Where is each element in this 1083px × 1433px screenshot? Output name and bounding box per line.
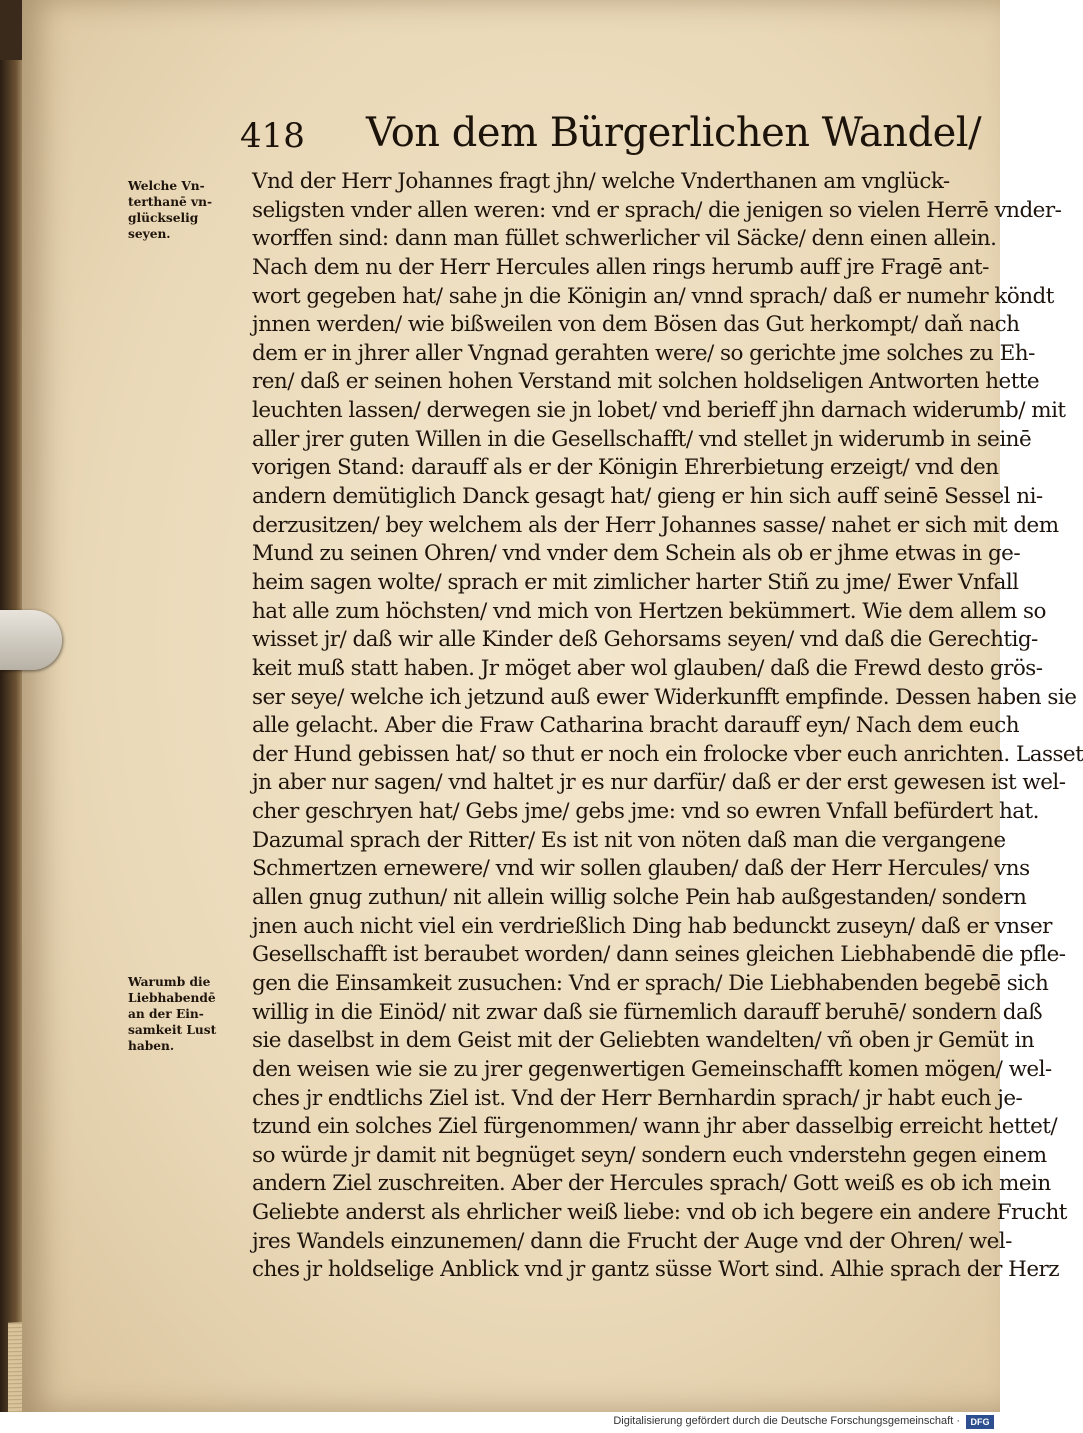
text-line: andern demütiglich Danck gesagt hat/ gieng er hin sich auff seinē Sessel ni- xyxy=(252,484,1043,510)
text-line: andern Ziel zuschreiten. Aber der Hercules sprach/ Gott weiß es ob ich mein xyxy=(252,1171,1051,1197)
margin-note-line: Warumb die xyxy=(128,975,211,989)
running-title: Von dem Bürgerlichen Wandel/ xyxy=(366,110,982,156)
text-line: hat alle zum höchsten/ vnd mich von Hertzen bekümmert. Wie dem allem so xyxy=(252,598,1046,624)
text-line: alle gelacht. Aber die Fraw Catharina bracht darauff eyn/ Nach dem euch xyxy=(252,713,1020,739)
text-line: Geliebte anderst als ehrlicher weiß liebe: vnd ob ich begere ein andere Frucht xyxy=(252,1200,1067,1226)
text-line: wisset jr/ daß wir alle Kinder deß Gehorsams seyen/ vnd daß die Gerechtig- xyxy=(252,627,1038,653)
text-line: so würde jr damit nit begnüget seyn/ sondern euch vnderstehn gegen einem xyxy=(252,1142,1047,1168)
text-line: Schmertzen ernewere/ vnd wir sollen glauben/ daß der Herr Hercules/ vns xyxy=(252,856,1030,882)
text-line: derzusitzen/ bey welchem als der Herr Johannes sasse/ nahet er sich mit dem xyxy=(252,512,1059,538)
text-line: heim sagen wolte/ sprach er mit zimlicher harter Stiñ zu jme/ Ewer Vnfall xyxy=(252,569,1019,595)
text-line: gen die Einsamkeit zusuchen: Vnd er sprach/ Die Liebhabenden begebē sich xyxy=(252,970,1049,996)
text-line: vorigen Stand: darauff als er der Königin Ehrerbietung erzeigt/ vnd den xyxy=(252,455,999,481)
text-line: keit muß statt haben. Jr möget aber wol glauben/ daß die Frewd desto grös- xyxy=(252,655,1043,681)
text-line: ser seye/ welche ich jetzund auß ewer Widerkunfft empfinde. Dessen haben sie xyxy=(252,684,1077,710)
body-text xyxy=(252,168,1083,1285)
text-line: seligsten vnder allen weren: vnd er sprach/ die jenigen so vielen Herrē vnder- xyxy=(252,197,1062,223)
funding-credit: Digitalisierung gefördert durch die Deutsche Forschungsgemeinschaft · xyxy=(613,1415,960,1427)
text-line: Gesellschafft ist beraubet worden/ dann seines gleichen Liebhabendē die pfle- xyxy=(252,942,1066,968)
text-line: jnen auch nicht viel ein verdrießlich Ding hab bedunckt zuseyn/ daß er vnser xyxy=(252,913,1052,939)
text-line: worffen sind: dann man füllet schwerlicher vil Säcke/ denn einen allein. xyxy=(252,226,997,252)
text-line: Mund zu seinen Ohren/ vnd vnder dem Schein als ob er jhme etwas in ge- xyxy=(252,541,1021,567)
margin-note-line: Welche Vn- xyxy=(128,179,205,193)
book-clasp xyxy=(0,610,62,670)
text-line: sie daselbst in dem Geist mit der Geliebten wandelten/ vñ oben jr Gemüt in xyxy=(252,1028,1035,1054)
text-line: Dazumal sprach der Ritter/ Es ist nit von nöten daß man die vergangene xyxy=(252,827,1006,853)
text-line: wort gegeben hat/ sahe jn die Königin an/ vnnd sprach/ daß er numehr köndt xyxy=(252,283,1054,309)
text-line: aller jrer guten Willen in die Gesellschafft/ vnd stellet jn widerumb in seinē xyxy=(252,426,1032,452)
text-line: tzund ein solches Ziel fürgenommen/ wann jhr aber dasselbig erreicht hettet/ xyxy=(252,1114,1058,1140)
text-line: allen gnug zuthun/ nit allein willig solche Pein hab außgestanden/ sondern xyxy=(252,885,1027,911)
margin-note xyxy=(128,178,236,242)
text-line: jn aber nur sagen/ vnd haltet jr es nur darfür/ daß er der erst gewesen ist wel- xyxy=(252,770,1066,796)
margin-note-line: terthanē vn- xyxy=(128,195,213,209)
margin-note-line: seyen. xyxy=(128,227,171,241)
text-line: Nach dem nu der Herr Hercules allen rings herumb auff jre Fragē ant- xyxy=(252,254,989,280)
text-line: willig in die Einöd/ nit zwar daß sie fürnemlich darauff beruhē/ sondern daß xyxy=(252,999,1043,1025)
dfg-logo: DFG xyxy=(966,1415,994,1429)
text-line: leuchten lassen/ derwegen sie jn lobet/ vnd berieff jhn darnach widerumb/ mit xyxy=(252,398,1066,424)
margin-note-line: an der Ein- xyxy=(128,1007,204,1021)
page-number: 418 xyxy=(240,116,305,156)
text-line: ches jr endtlichs Ziel ist. Vnd der Herr Bernhardin sprach/ jr habt euch je- xyxy=(252,1085,1023,1111)
text-line: ches jr holdselige Anblick vnd jr gantz süsse Wort sind. Alhie sprach der Herz xyxy=(252,1257,1060,1283)
margin-note-line: glückselig xyxy=(128,211,199,225)
text-line: cher geschryen hat/ Gebs jme/ gebs jme: vnd so ewren Vnfall befürdert hat. xyxy=(252,799,1039,825)
margin-note-line: samkeit Lust xyxy=(128,1023,217,1037)
margin-note-line: Liebhabendē xyxy=(128,991,216,1005)
text-line: dem er in jhrer aller Vngnad gerahten were/ so gerichte jme solches zu Eh- xyxy=(252,340,1035,366)
text-line: den weisen wie sie zu jrer gegenwertigen Gemeinschafft komen mögen/ wel- xyxy=(252,1056,1052,1082)
page-header xyxy=(240,110,982,166)
text-line: ren/ daß er seinen hohen Verstand mit solchen holdseligen Antworten hette xyxy=(252,369,1040,395)
text-line: jres Wandels einzunemen/ dann die Frucht der Auge vnd der Ohren/ wel- xyxy=(252,1228,1012,1254)
text-line: jnnen werden/ wie bißweilen von dem Bösen das Gut herkompt/ daň nach xyxy=(252,312,1020,338)
footer-bar xyxy=(0,1412,1000,1433)
text-line: der Hund gebissen hat/ so thut er noch ein frolocke vber euch anrichten. Lasset xyxy=(252,741,1083,767)
text-line: Vnd der Herr Johannes fragt jhn/ welche Vnderthanen am vnglück- xyxy=(252,169,950,194)
margin-note-line: haben. xyxy=(128,1039,175,1053)
margin-note xyxy=(128,974,236,1054)
